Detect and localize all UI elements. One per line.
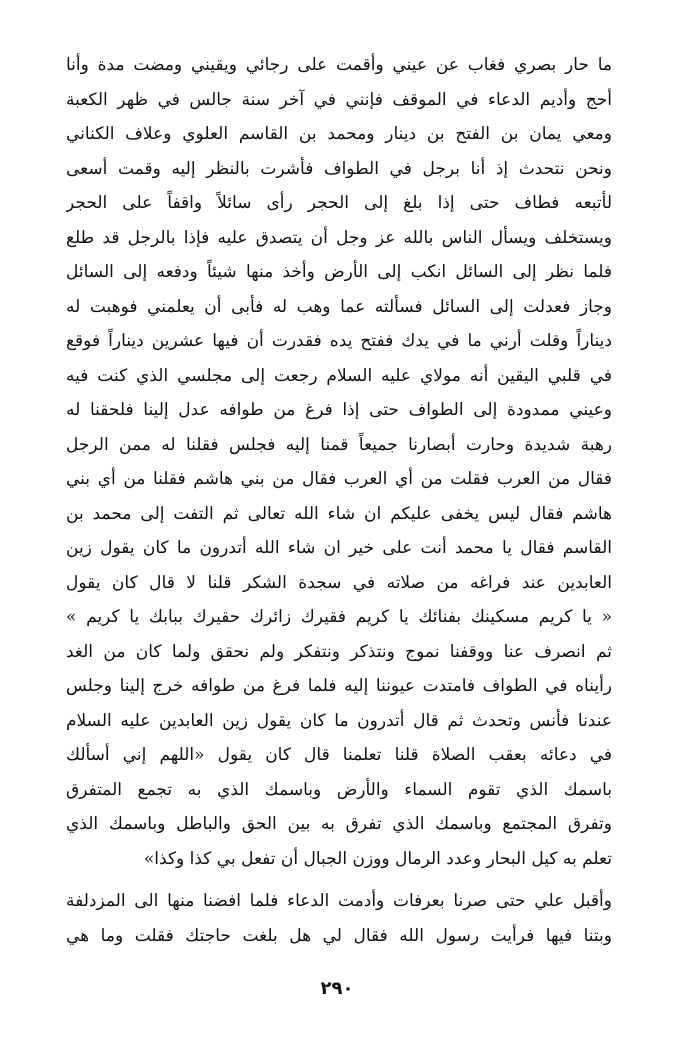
text-line: عندنا فأنس وتحدث ثم قال أتدرون ما كان يقول زين العابدين عليه السلام [66,710,612,731]
text-line: تعلم به كيل البحار وعدد الرمال ووزن الجبال أن تفعل بي كذا وكذا» [143,848,612,869]
text-line: ويستخلف ويسأل الناس بالله عز وجل أن يتصدق عليه فإذا بالرجل قد طلع [66,227,612,248]
text-line: العابدين عند فراغه من صلاته في سجدة الشكر قلنا لا قال كان يقول [66,572,612,593]
paragraph-main [66,48,612,876]
text-line: في دعائه بعقب الصلاة قلنا تعلمنا قال كان يقول «اللهم إني أسألك [66,745,612,765]
text-line: فقال من العرب فقلت من أي العرب فقال من بني هاشم فقلنا من أي بني [66,469,612,489]
text-line: ثم انصرف عنا ووقفنا نموج ونتذكر ونتفكر ولم نحقق ولما كان من الغد [66,641,612,662]
text-line: وبتنا فيها فرأيت رسول الله فقال لي هل بلغت حاجتك فقلت وما هي [66,925,612,946]
text-line: وعيني ممدودة إلى الطواف حتى إذا فرغ من طوافه عدل إلينا فلحقنا له [66,400,612,420]
text-line: ومعي يمان بن الفتح بن دينار ومحمد بن القاسم العلوي وعلاف الكناني [66,124,612,144]
text-line: ونحن نتحدث إذ أنا برجل في الطواف فأشرت بالنظر إليه وقمت أسعى [66,158,612,179]
text-line: ما حار بصري فغاب عن عيني وأقمت على رجائي ويقيني ومضت مدة وأنا [66,55,612,75]
page-number: ٢٩٠ [320,978,354,999]
text-line: هاشم فقال ليس يخفى عليكم ان شاء الله تعالى ثم التفت إلى محمد بن [66,503,612,524]
text-line: رأيناه في الطواف فامتدت عيوننا إليه فلما فرغ من طوافه خرج إلينا وجلس [66,676,612,696]
text-line: القاسم فقال يا محمد أنت على خير ان شاء الله أتدرون ما كان يقول زين [66,538,612,558]
text-line: في قلبي اليقين أنه مولاي عليه السلام رجعت إلى مجلسي الذي كنت فيه [66,365,612,386]
paragraph-second [66,884,612,953]
text-line: وجاز فعدلت إلى السائل فسألته عما وهب له فأبى أن يعلمني فوهبت له [66,296,612,317]
text-line: باسمك الذي تقوم السماء والأرض وباسمك الذي به تجمع المتفرق [66,779,612,800]
text-line: وتفرق المجتمع وباسمك الذي تفرق به بين الحق والباطل وباسمك الذي [66,814,612,834]
text-line: وأقبل علي حتى صرنا بعرفات وأدمت الدعاء فلما افضنا منها الى المزدلفة [66,891,612,911]
text-line: أحج وأديم الدعاء في الموقف فإنني في آخر سنة جالس في ظهر الكعبة [66,89,612,110]
text-line: ديناراً وقلت أرني ما في يدك ففتح يده فقدرت أن فيها عشرين ديناراً فوقع [66,331,612,351]
text-line: فلما نظر إلى السائل انكب إلى الأرض وأخذ منها شيئاً ودفعه إلى السائل [66,262,612,282]
text-line: لأتبعه فطاف حتى إذا بلغ إلى الحجر رأى سائلاً واقفاً على الحجر [66,193,612,213]
text-line: « يا كريم مسكينك بفنائك يا كريم فقيرك زائرك حقيرك ببابك يا كريم » [66,607,612,627]
text-line: رهبة شديدة وحارت أبصارنا جميعاً قمنا إليه فجلس فقلنا له ممن الرجل [66,434,612,455]
